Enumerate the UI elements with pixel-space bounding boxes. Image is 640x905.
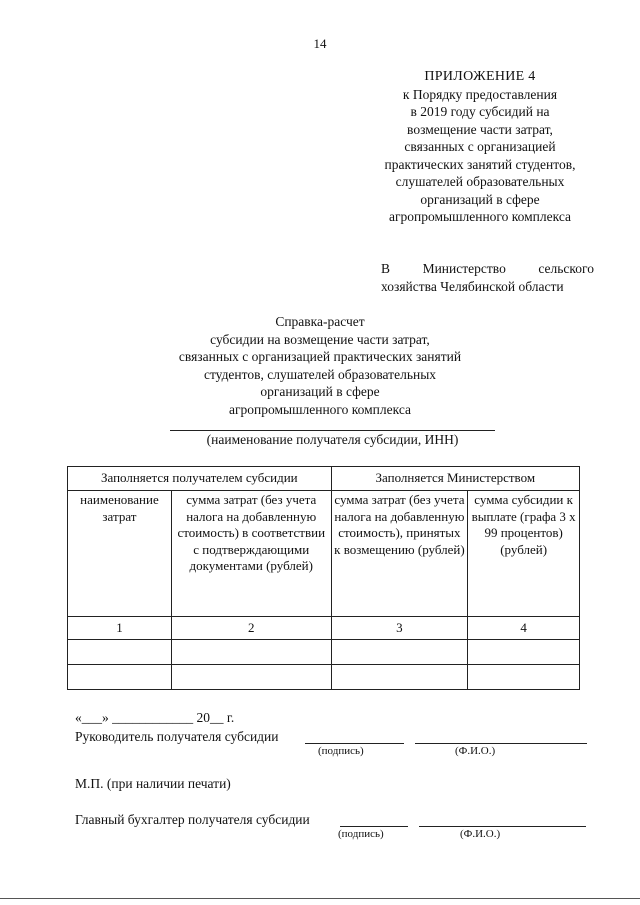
accountant-signature-label: Главный бухгалтер получателя субсидии [75, 812, 310, 827]
page-bottom-edge [0, 898, 640, 899]
appendix-line: слушателей образовательных [395, 174, 565, 189]
appendix-line: возмещение части затрат, [407, 121, 553, 137]
recipient-name-line [170, 430, 495, 431]
column-header: наименование затрат [68, 491, 172, 617]
addressee-word: В [381, 261, 391, 276]
column-header: сумма затрат (без учета налога на добавленную стоимость), принятых к возмещению (рублей) [331, 491, 468, 617]
column-number: 2 [171, 617, 331, 640]
table-cell [171, 665, 331, 690]
calculation-table [67, 466, 580, 690]
group-header-ministry: Заполняется Министерством [331, 467, 579, 491]
accountant-signature-line [340, 826, 408, 827]
table-row [68, 665, 580, 690]
accountant-name-caption: (Ф.И.О.) [460, 828, 501, 840]
table-cell [468, 640, 580, 665]
table-row [68, 640, 580, 665]
title-line: субсидии на возмещение части затрат, [210, 331, 430, 347]
seal-note: М.П. (при наличии печати) [75, 776, 231, 791]
head-signature-line [305, 743, 404, 744]
addressee-word: Министерство [422, 261, 506, 276]
appendix-line: к Порядку предоставления [402, 86, 558, 102]
date-line: «___» ____________ 20__ г. [75, 710, 235, 725]
document-title [140, 313, 500, 418]
appendix-line: организаций в сфере [420, 191, 540, 207]
appendix-heading: ПРИЛОЖЕНИЕ 4 [424, 69, 536, 84]
table-cell [468, 665, 580, 690]
appendix-line: в 2019 году субсидий на [410, 104, 550, 119]
title-line: студентов, слушателей образовательных [203, 366, 437, 382]
title-line: связанных с организацией практических занятий [178, 349, 462, 364]
appendix-line: связанных с организацией [404, 139, 556, 154]
table-cell [331, 640, 468, 665]
head-sign-caption: (подпись) [318, 745, 364, 757]
table-cell [68, 640, 172, 665]
column-number: 1 [68, 617, 172, 640]
column-number: 3 [331, 617, 468, 640]
addressee-block [381, 260, 594, 296]
title-line: организаций в сфере [260, 384, 380, 399]
group-header-recipient: Заполняется получателем субсидии [68, 467, 332, 491]
column-number: 4 [468, 617, 580, 640]
column-header: сумма субсидии к выплате (графа 3 х 99 процентов) (рублей) [468, 491, 580, 617]
recipient-caption: (наименование получателя субсидии, ИНН) [206, 432, 459, 447]
title-line: агропромышленного комплекса [229, 401, 411, 417]
addressee-line: хозяйства Челябинской области [381, 279, 564, 294]
table-cell [171, 640, 331, 665]
head-name-caption: (Ф.И.О.) [455, 745, 496, 757]
addressee-word: сельского [538, 261, 594, 276]
appendix-block [360, 68, 600, 226]
appendix-line: агропромышленного комплекса [389, 209, 571, 224]
appendix-line: практических занятий студентов, [384, 156, 576, 172]
head-name-line [415, 743, 587, 744]
title-line: Справка-расчет [275, 314, 365, 329]
column-header: сумма затрат (без учета налога на добавленную стоимость) в соответствии с подтверждающими документами (рублей) [171, 491, 331, 617]
table-cell [331, 665, 468, 690]
accountant-sign-caption: (подпись) [338, 828, 384, 840]
table-cell [68, 665, 172, 690]
accountant-name-line [419, 826, 586, 827]
head-signature-label: Руководитель получателя субсидии [75, 729, 279, 744]
page-number: 14 [313, 36, 327, 51]
